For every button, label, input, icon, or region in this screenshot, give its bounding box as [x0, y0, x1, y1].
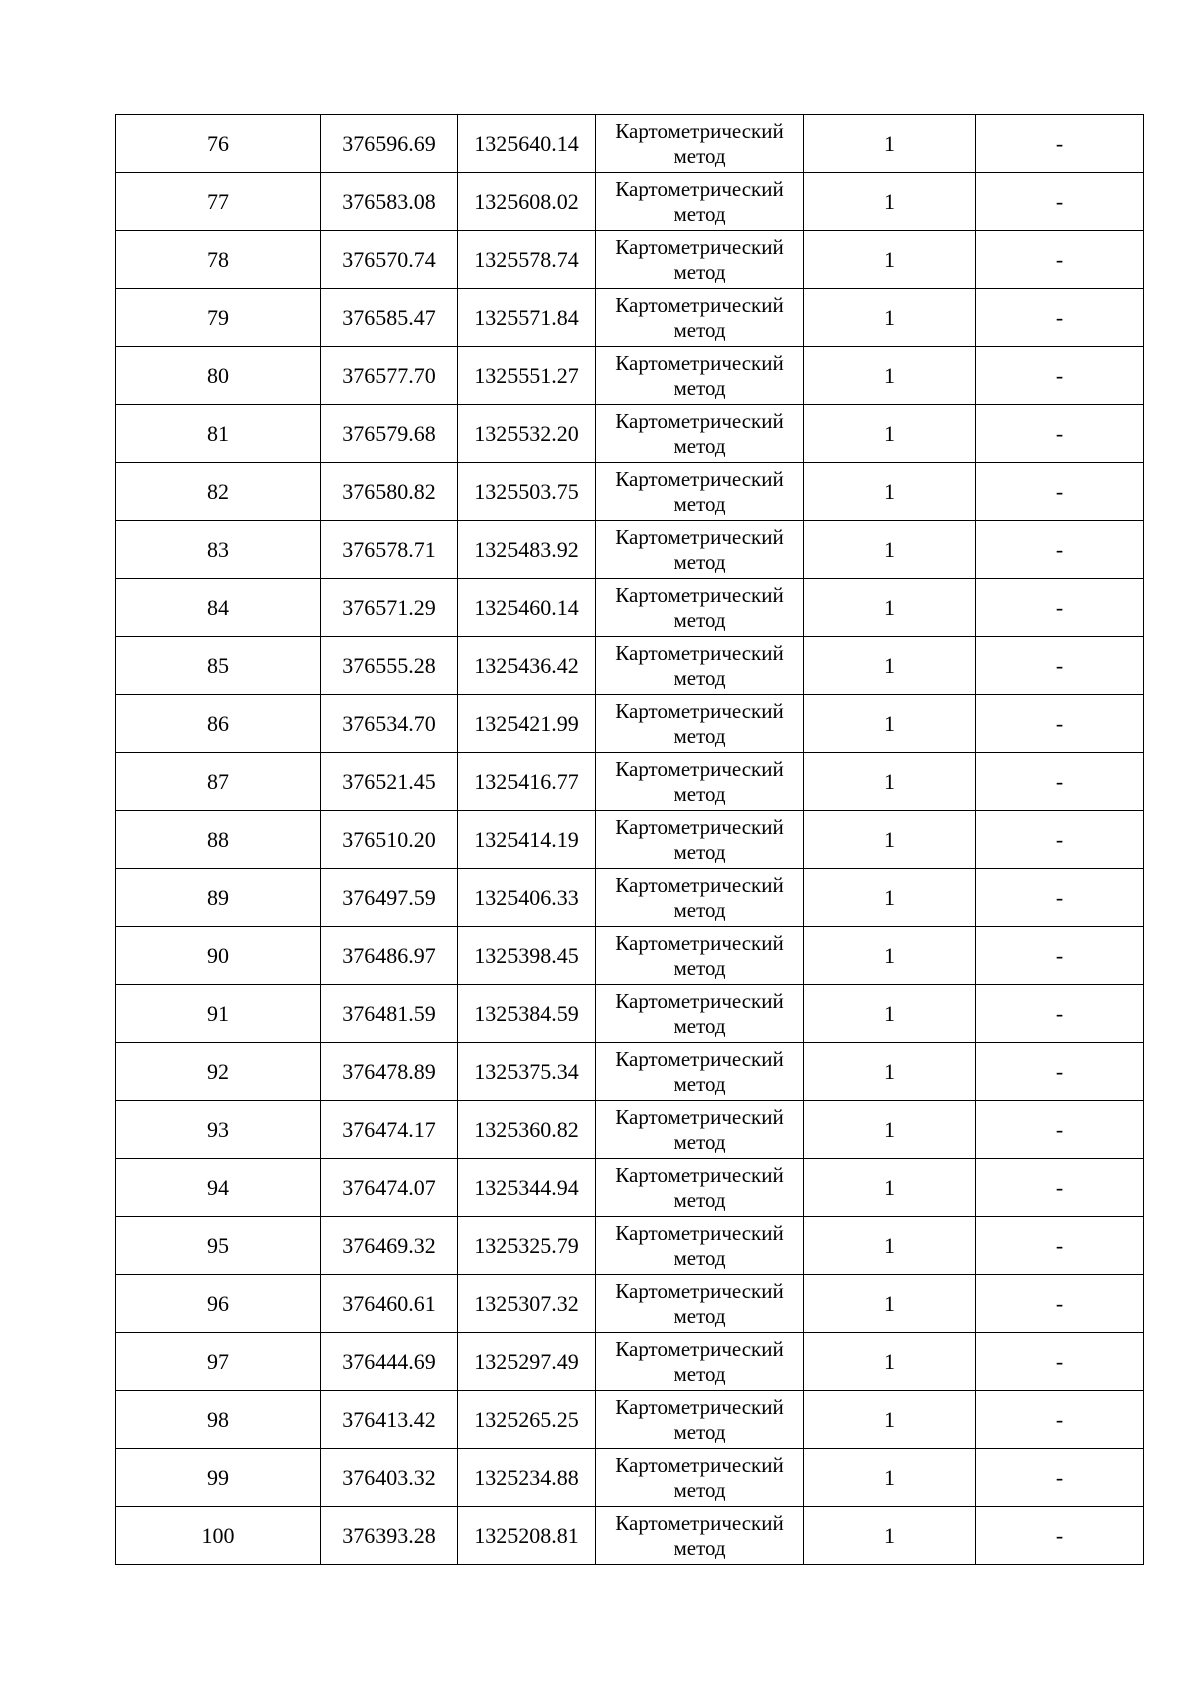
x-coordinate-cell: 376486.97: [321, 927, 458, 985]
method-cell: [596, 1275, 804, 1333]
method-line-1: Картометрический: [615, 350, 784, 375]
note-cell: -: [976, 405, 1144, 463]
note-cell: -: [976, 927, 1144, 985]
method-cell: [596, 1333, 804, 1391]
table-row: [116, 753, 1144, 811]
x-coordinate-cell: 376577.70: [321, 347, 458, 405]
y-coordinate-cell: 1325384.59: [458, 985, 596, 1043]
point-number-cell: 98: [116, 1391, 321, 1449]
method-line-1: Картометрический: [615, 1162, 784, 1187]
method-line-2: метод: [673, 259, 726, 284]
table-row: [116, 869, 1144, 927]
y-coordinate-cell: 1325608.02: [458, 173, 596, 231]
x-coordinate-cell: 376555.28: [321, 637, 458, 695]
y-coordinate-cell: 1325532.20: [458, 405, 596, 463]
x-coordinate-cell: 376596.69: [321, 115, 458, 173]
method-line-1: Картометрический: [615, 292, 784, 317]
method-line-1: Картометрический: [615, 1510, 784, 1535]
y-coordinate-cell: 1325460.14: [458, 579, 596, 637]
accuracy-cell: 1: [804, 347, 976, 405]
x-coordinate-cell: 376583.08: [321, 173, 458, 231]
point-number-cell: 81: [116, 405, 321, 463]
table-row: [116, 1159, 1144, 1217]
point-number-cell: 88: [116, 811, 321, 869]
point-number-cell: 89: [116, 869, 321, 927]
accuracy-cell: 1: [804, 637, 976, 695]
method-line-1: Картометрический: [615, 1220, 784, 1245]
table-row: [116, 811, 1144, 869]
table-row: [116, 289, 1144, 347]
y-coordinate-cell: 1325375.34: [458, 1043, 596, 1101]
method-cell: [596, 347, 804, 405]
accuracy-cell: 1: [804, 985, 976, 1043]
table-row: [116, 927, 1144, 985]
method-cell: [596, 1043, 804, 1101]
accuracy-cell: 1: [804, 115, 976, 173]
accuracy-cell: 1: [804, 579, 976, 637]
method-line-1: Картометрический: [615, 234, 784, 259]
method-cell: [596, 1217, 804, 1275]
method-cell: [596, 173, 804, 231]
method-line-1: Картометрический: [615, 988, 784, 1013]
x-coordinate-cell: 376497.59: [321, 869, 458, 927]
method-cell: [596, 115, 804, 173]
method-cell: [596, 753, 804, 811]
y-coordinate-cell: 1325503.75: [458, 463, 596, 521]
method-line-1: Картометрический: [615, 1278, 784, 1303]
accuracy-cell: 1: [804, 811, 976, 869]
method-line-1: Картометрический: [615, 582, 784, 607]
method-line-1: Картометрический: [615, 1336, 784, 1361]
method-cell: [596, 231, 804, 289]
method-line-2: метод: [673, 317, 726, 342]
method-cell: [596, 1159, 804, 1217]
table-row: [116, 1043, 1144, 1101]
table-row: [116, 173, 1144, 231]
method-line-2: метод: [673, 1129, 726, 1154]
y-coordinate-cell: 1325344.94: [458, 1159, 596, 1217]
x-coordinate-cell: 376413.42: [321, 1391, 458, 1449]
method-line-2: метод: [673, 1013, 726, 1038]
y-coordinate-cell: 1325208.81: [458, 1507, 596, 1565]
note-cell: -: [976, 637, 1144, 695]
method-line-2: метод: [673, 955, 726, 980]
note-cell: -: [976, 463, 1144, 521]
method-line-1: Картометрический: [615, 1452, 784, 1477]
x-coordinate-cell: 376521.45: [321, 753, 458, 811]
note-cell: -: [976, 1159, 1144, 1217]
point-number-cell: 87: [116, 753, 321, 811]
note-cell: -: [976, 1217, 1144, 1275]
method-line-2: метод: [673, 549, 726, 574]
method-line-2: метод: [673, 375, 726, 400]
method-cell: [596, 463, 804, 521]
accuracy-cell: 1: [804, 405, 976, 463]
method-line-2: метод: [673, 491, 726, 516]
method-line-1: Картометрический: [615, 814, 784, 839]
method-line-1: Картометрический: [615, 1394, 784, 1419]
y-coordinate-cell: 1325640.14: [458, 115, 596, 173]
y-coordinate-cell: 1325265.25: [458, 1391, 596, 1449]
note-cell: -: [976, 985, 1144, 1043]
table-row: [116, 1101, 1144, 1159]
point-number-cell: 91: [116, 985, 321, 1043]
table-row: [116, 1275, 1144, 1333]
point-number-cell: 100: [116, 1507, 321, 1565]
x-coordinate-cell: 376474.17: [321, 1101, 458, 1159]
method-line-1: Картометрический: [615, 176, 784, 201]
method-line-1: Картометрический: [615, 1104, 784, 1129]
x-coordinate-cell: 376478.89: [321, 1043, 458, 1101]
point-number-cell: 93: [116, 1101, 321, 1159]
accuracy-cell: 1: [804, 1043, 976, 1101]
table-row: [116, 463, 1144, 521]
method-line-2: метод: [673, 1535, 726, 1560]
x-coordinate-cell: 376585.47: [321, 289, 458, 347]
note-cell: -: [976, 1101, 1144, 1159]
method-line-1: Картометрический: [615, 930, 784, 955]
table-row: [116, 637, 1144, 695]
method-line-2: метод: [673, 1361, 726, 1386]
point-number-cell: 90: [116, 927, 321, 985]
point-number-cell: 97: [116, 1333, 321, 1391]
method-cell: [596, 927, 804, 985]
note-cell: -: [976, 289, 1144, 347]
point-number-cell: 82: [116, 463, 321, 521]
y-coordinate-cell: 1325297.49: [458, 1333, 596, 1391]
point-number-cell: 99: [116, 1449, 321, 1507]
method-cell: [596, 1507, 804, 1565]
accuracy-cell: 1: [804, 289, 976, 347]
y-coordinate-cell: 1325421.99: [458, 695, 596, 753]
y-coordinate-cell: 1325234.88: [458, 1449, 596, 1507]
accuracy-cell: 1: [804, 1391, 976, 1449]
method-cell: [596, 695, 804, 753]
y-coordinate-cell: 1325325.79: [458, 1217, 596, 1275]
accuracy-cell: 1: [804, 231, 976, 289]
coordinates-table-body: [116, 115, 1144, 1565]
y-coordinate-cell: 1325360.82: [458, 1101, 596, 1159]
y-coordinate-cell: 1325436.42: [458, 637, 596, 695]
note-cell: -: [976, 1449, 1144, 1507]
table-row: [116, 1507, 1144, 1565]
method-line-1: Картометрический: [615, 640, 784, 665]
point-number-cell: 84: [116, 579, 321, 637]
method-cell: [596, 1391, 804, 1449]
y-coordinate-cell: 1325578.74: [458, 231, 596, 289]
method-line-1: Картометрический: [615, 756, 784, 781]
method-cell: [596, 1101, 804, 1159]
method-line-2: метод: [673, 201, 726, 226]
coordinates-table: [115, 114, 1144, 1565]
note-cell: -: [976, 579, 1144, 637]
method-line-1: Картометрический: [615, 872, 784, 897]
point-number-cell: 85: [116, 637, 321, 695]
accuracy-cell: 1: [804, 1159, 976, 1217]
point-number-cell: 80: [116, 347, 321, 405]
y-coordinate-cell: 1325416.77: [458, 753, 596, 811]
x-coordinate-cell: 376578.71: [321, 521, 458, 579]
note-cell: -: [976, 1275, 1144, 1333]
accuracy-cell: 1: [804, 753, 976, 811]
accuracy-cell: 1: [804, 173, 976, 231]
table-row: [116, 521, 1144, 579]
accuracy-cell: 1: [804, 1333, 976, 1391]
y-coordinate-cell: 1325406.33: [458, 869, 596, 927]
accuracy-cell: 1: [804, 1449, 976, 1507]
point-number-cell: 83: [116, 521, 321, 579]
method-cell: [596, 1449, 804, 1507]
note-cell: -: [976, 1333, 1144, 1391]
point-number-cell: 78: [116, 231, 321, 289]
accuracy-cell: 1: [804, 1507, 976, 1565]
note-cell: -: [976, 753, 1144, 811]
table-row: [116, 405, 1144, 463]
table-row: [116, 1217, 1144, 1275]
method-line-2: метод: [673, 1477, 726, 1502]
note-cell: -: [976, 115, 1144, 173]
x-coordinate-cell: 376444.69: [321, 1333, 458, 1391]
method-cell: [596, 869, 804, 927]
method-line-1: Картометрический: [615, 524, 784, 549]
table-row: [116, 347, 1144, 405]
y-coordinate-cell: 1325483.92: [458, 521, 596, 579]
note-cell: -: [976, 231, 1144, 289]
method-line-2: метод: [673, 1419, 726, 1444]
method-line-2: метод: [673, 665, 726, 690]
method-line-1: Картометрический: [615, 408, 784, 433]
point-number-cell: 86: [116, 695, 321, 753]
point-number-cell: 92: [116, 1043, 321, 1101]
x-coordinate-cell: 376579.68: [321, 405, 458, 463]
note-cell: -: [976, 1043, 1144, 1101]
note-cell: -: [976, 1507, 1144, 1565]
x-coordinate-cell: 376510.20: [321, 811, 458, 869]
method-cell: [596, 289, 804, 347]
point-number-cell: 79: [116, 289, 321, 347]
table-row: [116, 231, 1144, 289]
accuracy-cell: 1: [804, 521, 976, 579]
x-coordinate-cell: 376481.59: [321, 985, 458, 1043]
method-cell: [596, 985, 804, 1043]
note-cell: -: [976, 521, 1144, 579]
method-line-2: метод: [673, 433, 726, 458]
method-line-2: метод: [673, 1187, 726, 1212]
method-line-2: метод: [673, 1071, 726, 1096]
method-line-2: метод: [673, 1303, 726, 1328]
table-row: [116, 1333, 1144, 1391]
note-cell: -: [976, 695, 1144, 753]
accuracy-cell: 1: [804, 927, 976, 985]
x-coordinate-cell: 376403.32: [321, 1449, 458, 1507]
y-coordinate-cell: 1325307.32: [458, 1275, 596, 1333]
note-cell: -: [976, 173, 1144, 231]
table-row: [116, 695, 1144, 753]
accuracy-cell: 1: [804, 695, 976, 753]
x-coordinate-cell: 376580.82: [321, 463, 458, 521]
table-row: [116, 985, 1144, 1043]
method-cell: [596, 405, 804, 463]
point-number-cell: 96: [116, 1275, 321, 1333]
method-line-1: Картометрический: [615, 118, 784, 143]
accuracy-cell: 1: [804, 1101, 976, 1159]
method-line-2: метод: [673, 897, 726, 922]
method-cell: [596, 579, 804, 637]
method-cell: [596, 637, 804, 695]
method-line-1: Картометрический: [615, 698, 784, 723]
note-cell: -: [976, 811, 1144, 869]
y-coordinate-cell: 1325571.84: [458, 289, 596, 347]
note-cell: -: [976, 869, 1144, 927]
method-cell: [596, 521, 804, 579]
method-line-1: Картометрический: [615, 1046, 784, 1071]
method-line-2: метод: [673, 1245, 726, 1270]
point-number-cell: 77: [116, 173, 321, 231]
accuracy-cell: 1: [804, 463, 976, 521]
method-line-2: метод: [673, 781, 726, 806]
note-cell: -: [976, 1391, 1144, 1449]
point-number-cell: 94: [116, 1159, 321, 1217]
point-number-cell: 76: [116, 115, 321, 173]
x-coordinate-cell: 376534.70: [321, 695, 458, 753]
y-coordinate-cell: 1325551.27: [458, 347, 596, 405]
x-coordinate-cell: 376571.29: [321, 579, 458, 637]
table-row: [116, 115, 1144, 173]
x-coordinate-cell: 376469.32: [321, 1217, 458, 1275]
x-coordinate-cell: 376474.07: [321, 1159, 458, 1217]
y-coordinate-cell: 1325414.19: [458, 811, 596, 869]
accuracy-cell: 1: [804, 869, 976, 927]
method-line-2: метод: [673, 607, 726, 632]
x-coordinate-cell: 376570.74: [321, 231, 458, 289]
method-line-1: Картометрический: [615, 466, 784, 491]
method-line-2: метод: [673, 723, 726, 748]
table-row: [116, 1391, 1144, 1449]
table-row: [116, 1449, 1144, 1507]
x-coordinate-cell: 376393.28: [321, 1507, 458, 1565]
table-row: [116, 579, 1144, 637]
method-line-2: метод: [673, 839, 726, 864]
note-cell: -: [976, 347, 1144, 405]
accuracy-cell: 1: [804, 1217, 976, 1275]
accuracy-cell: 1: [804, 1275, 976, 1333]
x-coordinate-cell: 376460.61: [321, 1275, 458, 1333]
method-cell: [596, 811, 804, 869]
y-coordinate-cell: 1325398.45: [458, 927, 596, 985]
point-number-cell: 95: [116, 1217, 321, 1275]
method-line-2: метод: [673, 143, 726, 168]
